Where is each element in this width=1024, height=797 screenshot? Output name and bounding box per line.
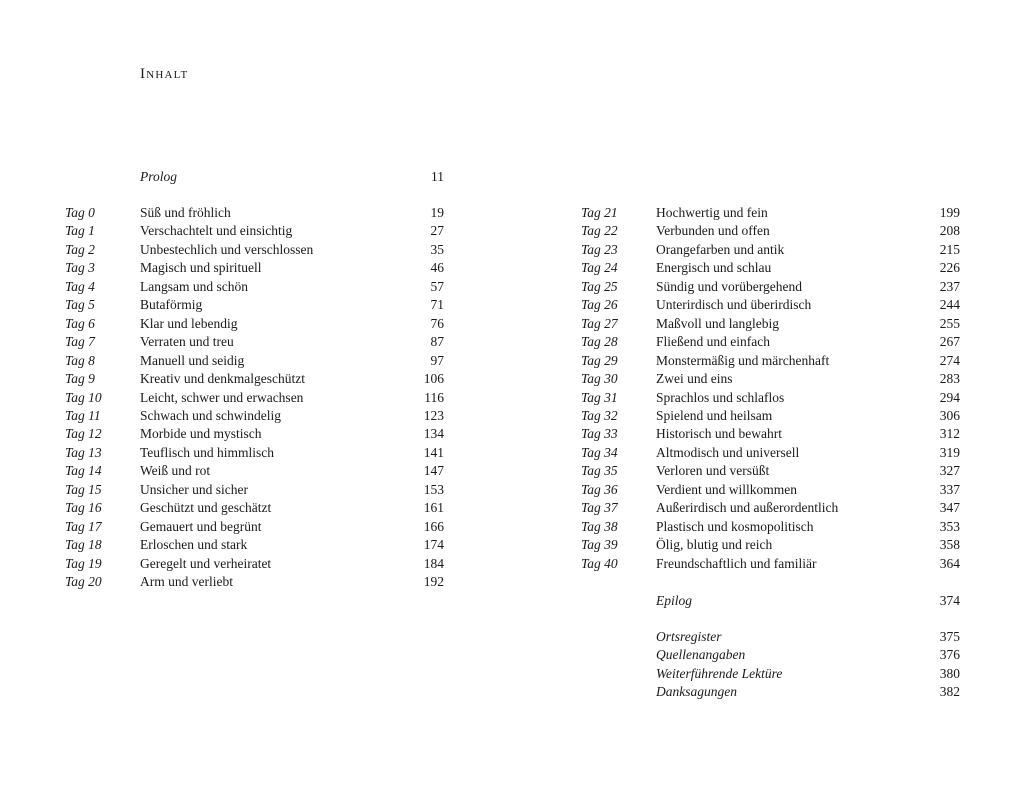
page-number: 87 (430, 334, 444, 350)
day-label: Tag 27 (581, 315, 618, 331)
chapter-title: Manuell und seidig (140, 352, 245, 368)
chapter-title: Weiß und rot (140, 463, 211, 479)
day-label: Tag 13 (65, 444, 102, 460)
page-number: 35 (430, 241, 444, 257)
page-number: 319 (939, 444, 960, 460)
day-label: Tag 4 (65, 278, 95, 294)
toc-entry-row (0, 481, 1024, 499)
toc-entry-row (0, 370, 1024, 388)
day-label: Tag 34 (581, 444, 618, 460)
page-number: 244 (939, 297, 960, 313)
chapter-title: Verloren und versüßt (656, 463, 770, 479)
day-label: Tag 6 (65, 315, 95, 331)
appendix-row (0, 683, 1024, 701)
toc-entry-row (0, 333, 1024, 351)
chapter-title: Historisch und bewahrt (656, 426, 782, 442)
toc-entry-row (0, 407, 1024, 425)
toc-entry-row (0, 241, 1024, 259)
chapter-title: Unsicher und sicher (140, 481, 248, 497)
page-number: 208 (939, 223, 960, 239)
page-number: 375 (939, 629, 960, 644)
day-label: Tag 23 (581, 241, 618, 257)
chapter-title: Verbunden und offen (656, 223, 770, 239)
chapter-title: Unterirdisch und überirdisch (656, 297, 812, 313)
day-label: Tag 1 (65, 223, 95, 239)
page-number: 283 (939, 371, 960, 387)
day-label: Tag 8 (65, 352, 95, 368)
page-number: 192 (423, 574, 444, 589)
chapter-title: Leicht, schwer und erwachsen (140, 389, 304, 405)
chapter-title: Maßvoll und langlebig (656, 315, 779, 331)
page-number: 184 (423, 555, 444, 571)
chapter-title: Klar und lebendig (140, 315, 238, 331)
appendix-row (0, 665, 1024, 683)
page-number: 382 (939, 684, 960, 700)
chapter-title: Verraten und treu (140, 334, 234, 350)
toc-entry-row (0, 204, 1024, 222)
day-label: Tag 9 (65, 371, 95, 387)
page-number: 46 (430, 260, 444, 276)
page-number: 337 (939, 481, 960, 497)
chapter-title: Orangefarben und antik (656, 241, 785, 257)
page-number: 380 (939, 665, 960, 681)
day-label: Tag 24 (581, 260, 618, 276)
page-number: 226 (939, 260, 960, 276)
epilog-page: 374 (939, 593, 960, 608)
chapter-title: Zwei und eins (656, 371, 733, 387)
day-label: Tag 20 (65, 574, 102, 589)
toc-entry-row (0, 296, 1024, 314)
toc-entry-row (0, 499, 1024, 517)
chapter-title: Erloschen und stark (140, 537, 248, 553)
chapter-title: Freundschaftlich und familiär (656, 555, 817, 571)
appendix-row (0, 628, 1024, 646)
chapter-title: Plastisch und kosmopolitisch (656, 518, 814, 534)
chapter-title: Energisch und schlau (656, 260, 772, 276)
day-label: Tag 7 (65, 334, 95, 350)
day-label: Tag 40 (581, 555, 618, 571)
appendix-row (0, 646, 1024, 664)
day-label: Tag 28 (581, 334, 618, 350)
toc-heading: Inhalt (140, 66, 189, 82)
page-number: 376 (939, 647, 960, 663)
page-number: 215 (939, 241, 960, 257)
day-label: Tag 26 (581, 297, 618, 313)
chapter-title: Weiterführende Lektüre (656, 665, 783, 681)
day-label: Tag 36 (581, 481, 618, 497)
epilog-title: Epilog (656, 593, 692, 608)
toc-entry-row (0, 259, 1024, 277)
page-number: 199 (939, 205, 960, 220)
chapter-title: Sprachlos und schlaflos (656, 389, 785, 405)
chapter-title: Arm und verliebt (140, 574, 233, 589)
chapter-title: Schwach und schwindelig (140, 407, 281, 423)
chapter-title: Geschützt und geschätzt (140, 500, 272, 516)
chapter-title: Morbide und mystisch (140, 426, 262, 442)
toc-entry-row (0, 462, 1024, 480)
chapter-title: Verschachtelt und einsichtig (140, 223, 293, 239)
chapter-title: Altmodisch und universell (656, 444, 800, 460)
page-number: 312 (939, 426, 960, 442)
chapter-title: Ortsregister (656, 629, 722, 644)
day-label: Tag 10 (65, 389, 102, 405)
chapter-title: Teuflisch und himmlisch (140, 444, 275, 460)
day-label: Tag 39 (581, 537, 618, 553)
day-label: Tag 14 (65, 463, 102, 479)
page-number: 71 (430, 297, 444, 313)
chapter-title: Hochwertig und fein (656, 205, 768, 220)
toc-entry-row (0, 518, 1024, 536)
day-label: Tag 30 (581, 371, 618, 387)
day-label: Tag 21 (581, 205, 618, 220)
chapter-title: Geregelt und verheiratet (140, 555, 272, 571)
chapter-title: Gemauert und begrünt (140, 518, 262, 534)
toc-entry-row (0, 444, 1024, 462)
page-number: 97 (430, 352, 444, 368)
toc-entry-row (0, 555, 1024, 573)
page-number: 353 (939, 518, 960, 534)
page-number: 237 (939, 278, 960, 294)
chapter-title: Fließend und einfach (656, 334, 770, 350)
page-number: 153 (423, 481, 444, 497)
day-label: Tag 22 (581, 223, 618, 239)
chapter-title: Verdient und willkommen (656, 481, 797, 497)
day-label: Tag 3 (65, 260, 95, 276)
day-label: Tag 33 (581, 426, 618, 442)
page-number: 166 (423, 518, 444, 534)
page-number: 141 (423, 444, 444, 460)
chapter-title: Butaförmig (140, 297, 203, 313)
page-number: 123 (423, 407, 444, 423)
page-number: 267 (939, 334, 960, 350)
page-number: 116 (424, 389, 444, 405)
day-label: Tag 35 (581, 463, 618, 479)
page-number: 327 (939, 463, 960, 479)
toc-entry-row (0, 536, 1024, 554)
toc-entry-row (0, 222, 1024, 240)
page-number: 358 (939, 537, 960, 553)
day-label: Tag 2 (65, 241, 95, 257)
day-label: Tag 11 (65, 407, 101, 423)
toc-entry-row (0, 573, 1024, 591)
prolog-row (0, 168, 1024, 186)
page-number: 306 (939, 407, 960, 423)
chapter-title: Sündig und vorübergehend (656, 278, 802, 294)
day-label: Tag 15 (65, 481, 102, 497)
page-number: 106 (423, 371, 444, 387)
chapter-title: Magisch und spirituell (140, 260, 262, 276)
toc-entry-row (0, 278, 1024, 296)
toc-entry-row (0, 352, 1024, 370)
page-number: 76 (430, 315, 444, 331)
chapter-title: Langsam und schön (140, 278, 248, 294)
page-number: 19 (430, 205, 444, 220)
chapter-title: Danksagungen (656, 684, 737, 700)
prolog-title: Prolog (140, 169, 177, 184)
day-label: Tag 5 (65, 297, 95, 313)
toc-entry-row (0, 425, 1024, 443)
day-label: Tag 25 (581, 278, 618, 294)
chapter-title: Spielend und heilsam (656, 407, 773, 423)
page-number: 274 (939, 352, 960, 368)
chapter-title: Unbestechlich und verschlossen (140, 241, 314, 257)
page-number: 255 (939, 315, 960, 331)
page-number: 147 (423, 463, 444, 479)
day-label: Tag 19 (65, 555, 102, 571)
day-label: Tag 0 (65, 205, 95, 220)
chapter-title: Kreativ und denkmalgeschützt (140, 371, 305, 387)
chapter-title: Außerirdisch und außerordentlich (656, 500, 839, 516)
page-number: 134 (423, 426, 444, 442)
day-label: Tag 18 (65, 537, 102, 553)
day-label: Tag 38 (581, 518, 618, 534)
page-number: 364 (939, 555, 960, 571)
prolog-page: 11 (431, 169, 444, 184)
day-label: Tag 32 (581, 407, 618, 423)
page-number: 294 (939, 389, 960, 405)
day-label: Tag 29 (581, 352, 618, 368)
day-label: Tag 17 (65, 518, 102, 534)
page-number: 174 (423, 537, 444, 553)
day-label: Tag 16 (65, 500, 102, 516)
page-number: 347 (939, 500, 960, 516)
epilog-row (0, 592, 1024, 610)
day-label: Tag 37 (581, 500, 618, 516)
toc-entry-row (0, 315, 1024, 333)
page-number: 27 (430, 223, 444, 239)
toc-entry-row (0, 389, 1024, 407)
page-number: 161 (423, 500, 444, 516)
chapter-title: Monstermäßig und märchenhaft (656, 352, 830, 368)
chapter-title: Ölig, blutig und reich (656, 537, 773, 553)
day-label: Tag 31 (581, 389, 618, 405)
chapter-title: Quellenangaben (656, 647, 746, 663)
page-number: 57 (430, 278, 444, 294)
chapter-title: Süß und fröhlich (140, 205, 231, 220)
day-label: Tag 12 (65, 426, 102, 442)
